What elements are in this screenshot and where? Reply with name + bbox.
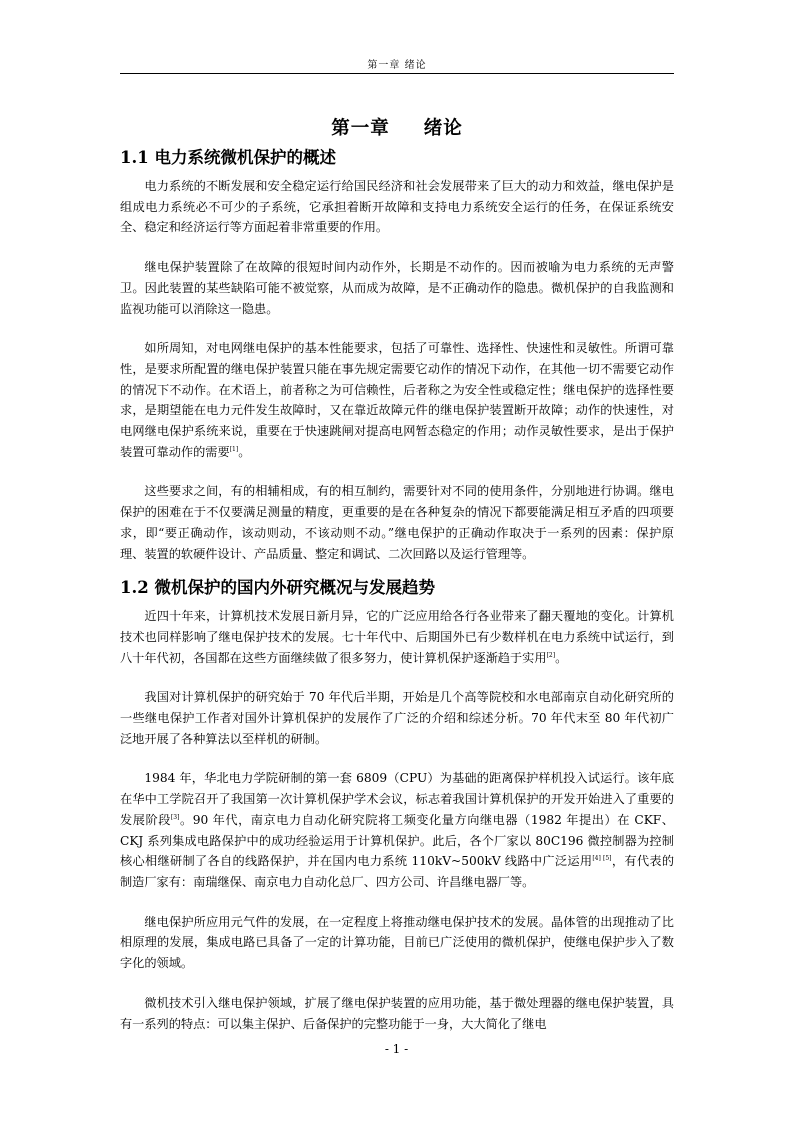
chapter-title (120, 114, 674, 144)
chapter-name: 绪论 (423, 118, 463, 139)
paragraph-1-2-d: 继电保护所应用元气件的发展，在一定程度上将推动继电保护技术的发展。晶体管的出现推动了比相原理的发展，集成电路已具备了一定的计算功能，目前已广泛使用的微机保护，使继电保护步入了数字化的领域。 (120, 914, 674, 971)
running-header: 第一章 绪论 (367, 60, 427, 71)
section-title-1-2: 1.2 微机保护的国内外研究概况与发展趋势 (120, 578, 435, 598)
header-rule (120, 73, 674, 74)
paragraph-1-1-c (120, 338, 674, 462)
paragraph-1-2-c-text-c: ，有代表的制造厂家有：南瑞继保、南京电力自动化总厂、四方公司、许昌继电器厂等。 (120, 854, 675, 889)
page-content (120, 114, 674, 1034)
paragraph-1-2-c-text-a: 1984 年，华北电力学院研制的第一套 6809（CPU）为基础的距离保护样机投入试运行。该年底在华中工学院召开了我国第一次计算机保护学术会议，标志着我国计算机保护的开发开始进入了重要的发展阶段 (120, 771, 674, 827)
paragraph-1-1-c-text: 如所周知，对电网继电保护的基本性能要求，包括了可靠性、选择性、快速性和灵敏性。所谓可靠性，是要求所配置的继电保护装置只能在事先规定需要它动作的情况下动作，在其他一切不需要它动作的情况下不动作。在术语上，前者称之为可信赖性，后者称之为安全性或稳定性；继电保护的选择性要求，是期望能在电力元件发生故障时，又在靠近故障元件的继电保护装置断开故障；动作的快速性，对电网继电保护系统来说，重要在于快速跳闸对提高电网暂态稳定的作用；动作灵敏性要求，是出于保护装置可靠动作的需要 (120, 341, 674, 459)
citation-ref: [1] (229, 445, 239, 453)
page-number: - 1 - (384, 1042, 409, 1056)
paragraph-1-2-b: 我国对计算机保护的研究始于 70 年代后半期，开始是几个高等院校和水电部南京自动化研究所的一些继电保护工作者对国外计算机保护的发展作了广泛的介绍和综述分析。70 年代末至 80 年代初广泛地开展了各种算法以至样机的研制。 (120, 690, 674, 746)
chapter-label: 第一章 (331, 118, 390, 139)
section-title-1-1: 1.1 电力系统微机保护的概述 (120, 148, 336, 167)
paragraph-1-2-a-end: 。 (555, 650, 568, 665)
paragraph-1-2-c (120, 768, 674, 892)
citation-ref: [4] [5] (592, 855, 612, 863)
paragraph-1-1-a: 电力系统的不断发展和安全稳定运行给国民经济和社会发展带来了巨大的动力和效益，继电保护是组成电力系统必不可少的子系统，它承担着断开故障和支持电力系统安全运行的任务，在保证系统安全、稳定和经济运行等方面起着非常重要的作用。 (120, 179, 674, 235)
paragraph-1-2-a (120, 606, 674, 668)
citation-ref: [2] (546, 651, 556, 659)
paragraph-1-2-c-text-b: 。90 年代，南京电力自动化研究院将工频变化量方向继电器（1982 年提出）在 CKF、CKJ 系列集成电路保护中的成功经验运用于计算机保护。此后，各个厂家以 80C196 微控制器为控制核心相继研制了各自的线路保护，并在国内电力系统 110kV~500kV 线路中广泛运用 (120, 812, 674, 869)
paragraph-1-2-a-text: 近四十年来，计算机技术发展日新月异，它的广泛应用给各行各业带来了翻天覆地的变化。计算机技术也同样影响了继电保护技术的发展。七十年代中、后期国外已有少数样机在电力系统中试运行，到八十年代初，各国都在这些方面继续做了很多努力，使计算机保护逐渐趋于实用 (120, 609, 674, 665)
paragraph-1-1-b: 继电保护装置除了在故障的很短时间内动作外，长期是不动作的。因而被喻为电力系统的无声警卫。因此装置的某些缺陷可能不被觉察，从而成为故障，是不正确动作的隐患。微机保护的自我监测和监视功能可以消除这一隐患。 (120, 260, 674, 316)
paragraph-1-1-d: 这些要求之间，有的相辅相成，有的相互制约，需要针对不同的使用条件，分别地进行协调。继电保护的困难在于不仅要满足测量的精度，更重要的是在各种复杂的情况下都要能满足相互矛盾的四项要求，即“要正确动作，该动则动，不该动则不动。”继电保护的正确动作取决于一系列的因素：保护原理、装置的软硬件设计、产品质量、整定和调试、二次回路以及运行管理等。 (120, 484, 674, 561)
citation-ref: [3] (170, 813, 180, 821)
paragraph-1-1-c-end: 。 (238, 444, 251, 459)
paragraph-1-2-e: 微机技术引入继电保护领域，扩展了继电保护装置的应用功能，基于微处理器的继电保护装置，具有一系列的特点：可以集主保护、后备保护的完整功能于一身，大大简化了继电 (120, 995, 674, 1031)
